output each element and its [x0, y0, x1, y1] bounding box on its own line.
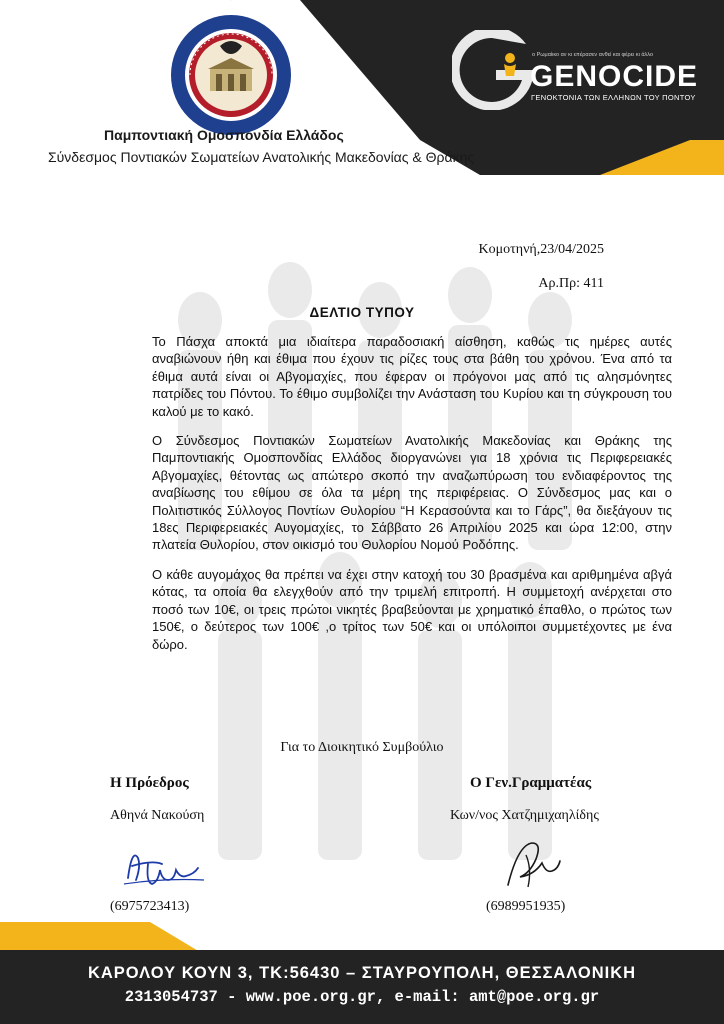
genocide-subtitle: ΓΕΝΟΚΤΟΝΙΑ ΤΩΝ ΕΛΛΗΝΩΝ ΤΟΥ ΠΟΝΤΟΥ — [531, 93, 696, 102]
org-subtitle: Σύνδεσμος Ποντιακών Σωματείων Ανατολικής Μακεδονίας & Θράκης — [48, 149, 475, 165]
org-name: Παμποντιακή Ομοσπονδία Ελλάδος — [104, 127, 344, 143]
document-title: ΔΕΛΤΙΟ ΤΥΠΟΥ — [309, 305, 415, 320]
paragraph: Ο Σύνδεσμος Ποντιακών Σωματείων Ανατολικής Μακεδονίας και Θράκης της Παμποντιακής Ομοσπονδίας Ελλάδος διοργανώνει για 18 χρόνια τις Περιφερειακές Αβγομαχίες, θέτοντας ως απώτερο σκοπό την αναζωπύρωση του ενδιαφέροντος της αναβίωσης του εθίμου σε όλα τα μέρη της περιφέρειας. Ο Σύνδεσμος μας και ο Πολιτιστικός Σύλλογος Ποντίων Θυλορίου “Η Κερασούντα και το Γάρς”, θα διεξάγουν τις 18ες Περιφερειακές Αυγομαχίες, το Σάββατο 26 Απριλίου 2025 και ώρα 12:00, στην πλατεία Θυλορίου, στον οικισμό του Θυλορίου Νομού Ροδόπης. — [152, 433, 672, 553]
secretary-signature — [500, 835, 570, 895]
president-role: Η Πρόεδρος — [110, 775, 189, 791]
president-signature — [118, 838, 218, 894]
board-signoff: Για το Διοικητικό Συμβούλιο — [280, 740, 444, 755]
protocol-number: Αρ.Πρ: 411 — [538, 276, 604, 291]
secretary-role: Ο Γεν.Γραμματέας — [470, 775, 592, 791]
press-release-body — [152, 333, 672, 665]
secretary-name: Κων/νος Χατζημιχαηλίδης — [450, 808, 599, 823]
federation-seal-logo — [170, 14, 292, 136]
president-name: Αθηνά Νακούση — [110, 808, 205, 823]
paragraph: Ο κάθε αυγομάχος θα πρέπει να έχει στην κατοχή του 30 βρασμένα και αριθμημένα αβγά κότας, τα οποία θα ελεγχθούν από την τριμελή επιτροπή. Η συμμετοχή ανέρχεται στο ποσό των 10€, οι τρεις πρώτοι νικητές βραβεύονται με χρηματικό έπαθλο, ο πρώτος των 150€, ο δεύτερος των 100€ ,ο τρίτος των 50€ και οι υπόλοιποι συμμετέχοντες με ένα δώρο. — [152, 566, 672, 652]
genocide-wordmark: GENOCIDE — [530, 60, 699, 93]
document-date: Κομοτηνή,23/04/2025 — [478, 242, 604, 257]
president-phone: (6975723413) — [110, 899, 190, 914]
secretary-phone: (6989951935) — [486, 899, 566, 914]
genocide-motto: ο Ρωμαίικο αν κι επέρασεν ανθεί και φέρει κι άλλο — [532, 52, 654, 58]
footer-contact: 2313054737 - www.poe.org.gr, e-mail: amt@poe.org.gr — [124, 988, 600, 1006]
footer-address: ΚΑΡΟΛΟΥ ΚΟΥΝ 3, ΤΚ:56430 – ΣΤΑΥΡΟΥΠΟΛΗ, ΘΕΣΣΑΛΟΝΙΚΗ — [87, 964, 637, 982]
paragraph: Το Πάσχα αποκτά μια ιδιαίτερα παραδοσιακή αίσθηση, καθώς τις ημέρες αυτές αναβιώνουν ήθη και έθιμα που έχουν τις ρίζες τους στα βάθη του χρόνου. Ένα από τα έθιμα αυτά είναι οι Αβγομαχίες, που έφεραν οι πρόγονοι μας από τις αλησμόνητες πατρίδες του Πόντου. Το έθιμο συμβολίζει την Ανάσταση του Κυρίου και τη σύγκρουση του καλού με το κακό. — [152, 334, 672, 419]
